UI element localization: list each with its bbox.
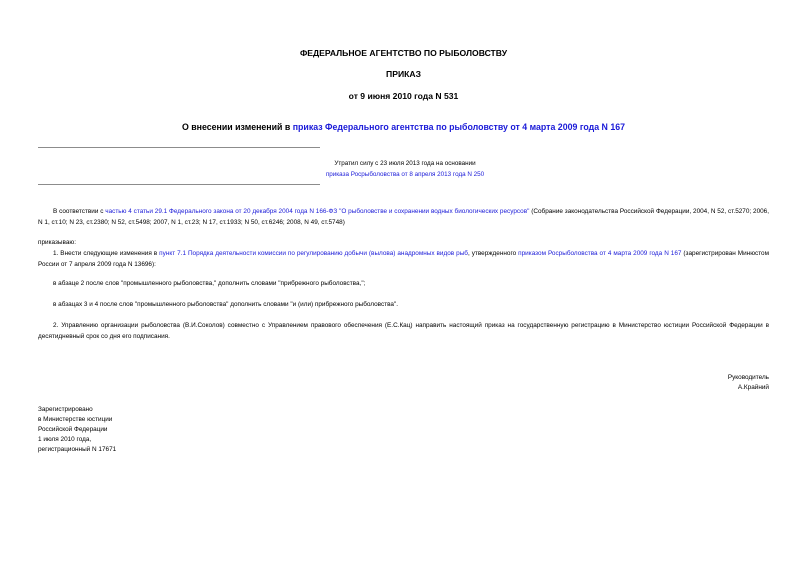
registration-line-3: Российской Федерации: [38, 426, 108, 433]
preamble-suffix: (Собрание законодательства Российской Федерации, 2004, N 52, ст.5270; 2006, N 1, ст.10; N 23, ст.2380; N 52, ст.5498; 2007, N 1, ст.23; N 17, ст.1933; N 50, ст.6246; 2008, N 49, ст.5748): [38, 208, 770, 226]
validity-note-line: Утратил силу с 23 июля 2013 года на основании: [334, 160, 476, 167]
change-paragraph-2: в абзаце 2 после слов "промышленного рыболовства," дополнить словами "прибрежного рыболовства,";: [53, 280, 366, 287]
title-amended-order-link[interactable]: приказ Федерального агентства по рыболовству от 4 марта 2009 года N 167: [292, 122, 626, 132]
item-1-suffix: (зарегистрирован Минюстом России от 7 апреля 2009 года N 13696):: [38, 250, 769, 268]
document-title: [0, 122, 807, 132]
divider-top: [38, 147, 320, 148]
signature-name: А.Крайний: [737, 384, 769, 391]
repeal-order-link[interactable]: приказа Росрыболовства от 8 апреля 2013 года N 250: [325, 171, 485, 178]
preamble-prefix: В соответствии с: [53, 208, 106, 215]
item-1-middle: , утвержденного: [467, 250, 519, 257]
federal-law-link[interactable]: частью 4 статьи 29.1 Федерального закона от 20 декабря 2004 года N 166-ФЗ "О рыболовстве и сохранении водных биологических ресурсов": [105, 208, 530, 215]
registration-line-2: в Министерстве юстиции: [38, 416, 113, 423]
preamble-paragraph: [38, 207, 769, 228]
item-2-paragraph: 2. Управлению организации рыболовства (В.И.Соколов) совместно с Управлением правового обеспечения (Е.С.Кац) направить настоящий приказ на государственную регистрацию в Министерство юстиции Российской Федерации в десятидневный срок со дня его подписания.: [38, 322, 769, 340]
change-paragraphs-3-4: в абзацах 3 и 4 после слов "промышленного рыболовства" дополнить словами "и (или) прибрежного рыболовства".: [53, 301, 399, 308]
registration-line-1: Зарегистрировано: [38, 406, 93, 413]
document-date-number: от 9 июня 2010 года N 531: [348, 91, 459, 101]
agency-name: ФЕДЕРАЛЬНОЕ АГЕНТСТВО ПО РЫБОЛОВСТВУ: [299, 48, 508, 58]
item-1-paragraph: [38, 249, 769, 270]
item-1-prefix: 1. Внести следующие изменения в: [53, 250, 160, 257]
divider-bottom: [38, 184, 320, 185]
title-prefix: О внесении изменений в: [181, 122, 293, 132]
order-word: приказываю:: [38, 239, 76, 246]
registration-line-4: 1 июля 2010 года,: [38, 436, 92, 443]
signature-position: Руководитель: [727, 374, 769, 381]
validity-note-link-line: [310, 171, 500, 178]
procedure-clause-link[interactable]: пункт 7.1 Порядка деятельности комиссии по регулированию добычи (вылова) анадромных видов рыб: [159, 250, 468, 257]
document-type: ПРИКАЗ: [386, 69, 421, 79]
registration-number: регистрационный N 17671: [38, 446, 117, 453]
rosrybolovstvo-order-link[interactable]: приказом Росрыболовства от 4 марта 2009 года N 167: [518, 250, 682, 257]
